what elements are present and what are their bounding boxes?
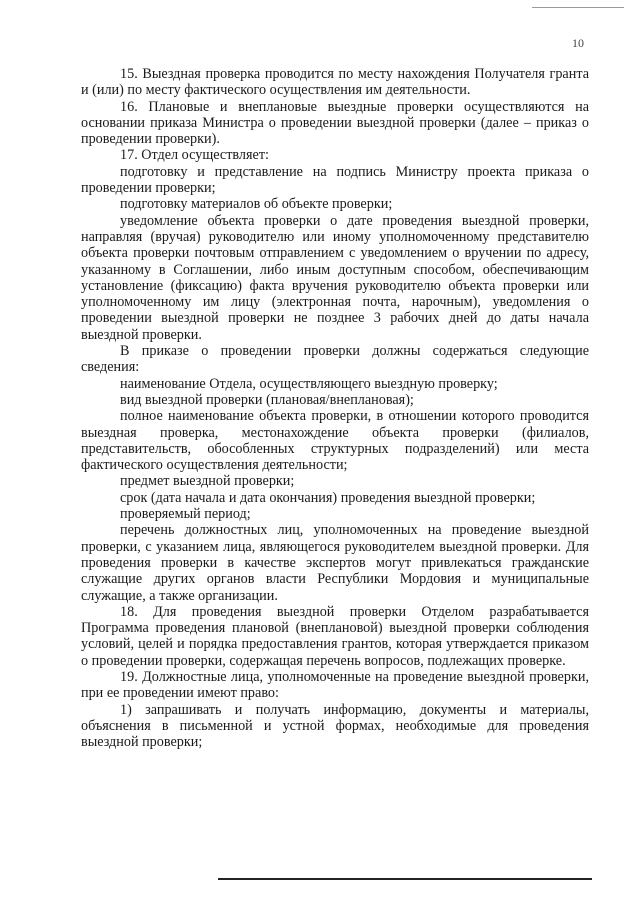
paragraph: 19. Должностные лица, уполномоченные на проведение выездной проверки, при ее проведении имеют право:	[81, 668, 589, 702]
paragraph: предмет выездной проверки;	[120, 473, 295, 490]
paragraph: вид выездной проверки (плановая/внеплановая);	[120, 391, 414, 408]
document-body	[81, 66, 589, 750]
paragraph: уведомление объекта проверки о дате проведения выездной проверки, направляя (вручая) руководителю или иному уполномоченному представителю объекта проверки почтовым отправлением с уведомлением о вручении по адресу, указанному в Соглашении, либо иным доступным способом, обеспечивающим установление (фиксацию) факта вручения руководителю объекта проверки или уполномоченному им лицу (электронная почта, нарочным), уведомления о проведении выездной проверки не позднее 3 рабочих дней до даты начала выездной проверки.	[81, 212, 589, 343]
paragraph: 17. Отдел осуществляет:	[120, 147, 269, 164]
paragraph: 15. Выездная проверка проводится по месту нахождения Получателя гранта и (или) по месту фактического осуществления им деятельности.	[81, 66, 589, 99]
paragraph: В приказе о проведении проверки должны содержаться следующие сведения:	[81, 343, 589, 376]
scan-bottom-line	[218, 878, 592, 880]
paragraph: перечень должностных лиц, уполномоченных на проведение выездной проверки, с указанием лица, являющегося руководителем выездной проверки. Для проведения проверки в качестве экспертов могут привлекаться гражданские служащие других органов власти Республики Мордовия и муниципальные служащие, а также организации.	[81, 522, 589, 604]
paragraph: подготовку и представление на подпись Министру проекта приказа о проведении проверки;	[81, 163, 589, 197]
scan-top-line	[532, 7, 624, 8]
paragraph: 1) запрашивать и получать информацию, документы и материалы, объяснения в письменной и устной формах, необходимые для проведения выездной проверки;	[81, 701, 589, 751]
paragraph: наименование Отдела, осуществляющего выездную проверку;	[120, 375, 498, 392]
page-number: 10	[572, 36, 584, 50]
paragraph: полное наименование объекта проверки, в отношении которого проводится выездная проверка, местонахождение объекта проверки (филиалов, представительств, обособленных структурных подразделений) или места фактического осуществления деятельности;	[81, 408, 589, 474]
paragraph: 18. Для проведения выездной проверки Отделом разрабатывается Программа проведения плановой (внеплановой) выездной проверки соблюдения условий, целей и порядка предоставления грантов, которая утверждается приказом о проведении проверки, содержащая перечень вопросов, подлежащих проверке.	[81, 603, 589, 669]
paragraph: подготовку материалов об объекте проверки;	[120, 196, 393, 213]
paragraph: 16. Плановые и внеплановые выездные проверки осуществляются на основании приказа Министра о проведении выездной проверки (далее – приказ о проведении проверки).	[81, 98, 589, 148]
paragraph: проверяемый период;	[120, 506, 251, 523]
paragraph: срок (дата начала и дата окончания) проведения выездной проверки;	[120, 489, 536, 506]
